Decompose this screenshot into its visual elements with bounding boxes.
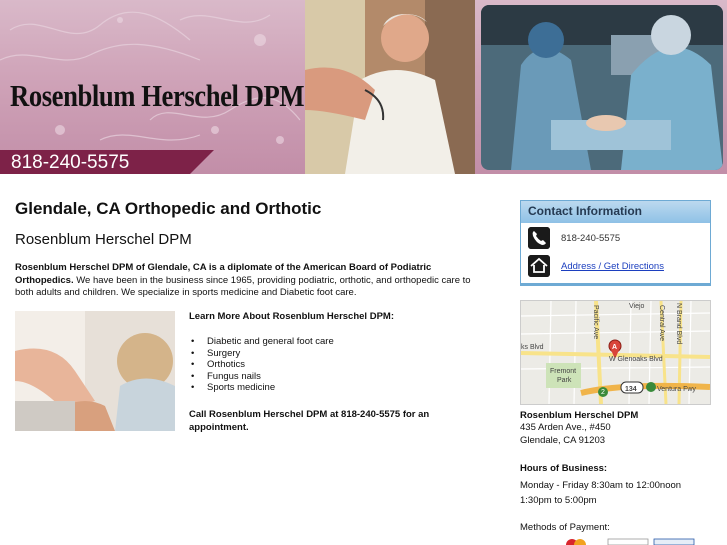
phone-icon [528, 227, 550, 249]
learn-more-title: Learn More About Rosenblum Herschel DPM: [189, 311, 394, 322]
home-icon [528, 255, 550, 277]
payment-methods-title: Methods of Payment: [520, 522, 610, 533]
hours-line-2: 1:30pm to 5:00pm [520, 495, 597, 506]
service-item: • Fungus nails [189, 371, 334, 383]
map-label-pacific: Pacific Ave [592, 305, 599, 340]
service-item: • Sports medicine [189, 382, 334, 394]
location-name: Rosenblum Herschel DPM [520, 410, 639, 421]
call-to-action: Call Rosenblum Herschel DPM at 818-240-5575 for an appointment. [189, 409, 430, 433]
contact-information-box [520, 200, 711, 286]
hours-title: Hours of Business: [520, 463, 608, 474]
phone-banner-tail [190, 150, 214, 174]
site-header [0, 0, 727, 174]
service-item: • Orthotics [189, 359, 334, 371]
page-heading: Glendale, CA Orthopedic and Orthotic [15, 199, 322, 218]
service-item: • Diabetic and general foot care [189, 336, 334, 348]
map-label-brand: N Brand Blvd [675, 303, 682, 345]
address-block [520, 422, 611, 447]
intro-bold-text: Rosenblum Herschel DPM of Glendale, CA is a diplomate of the American Board of Podiatric Orthopedics. [15, 262, 432, 286]
map-route-134: 134 [625, 386, 637, 393]
map-label-glenoaks: W Glenoaks Blvd [609, 356, 663, 363]
map-label-ventura: Ventura Fwy [657, 386, 696, 393]
map-label-park: Park [557, 377, 572, 384]
visa-card-icon [608, 539, 648, 545]
service-item: • Surgery [189, 348, 334, 360]
map-route-2: 2 [601, 389, 605, 396]
contact-title: Contact Information [521, 201, 710, 223]
page-subheading: Rosenblum Herschel DPM [15, 231, 192, 248]
services-list [189, 336, 334, 394]
intro-paragraph [15, 262, 477, 300]
address-line-2: Glendale, CA 91203 [520, 434, 606, 446]
map-marker-label: A [612, 344, 618, 351]
contact-phone-row [528, 227, 708, 249]
business-title: Rosenblum Herschel DPM [10, 78, 305, 113]
contact-directions-row [528, 255, 708, 277]
map-label-central: Central Ave [658, 305, 665, 342]
doctor-examining-foot-photo [305, 0, 475, 174]
map-label-fremont: Fremont [550, 368, 577, 375]
map-label-glenoaks-left: ks Blvd [521, 344, 544, 351]
directions-link[interactable]: Address / Get Directions [561, 261, 664, 272]
foot-exam-photo [15, 311, 175, 431]
amex-card-icon [654, 539, 694, 545]
hours-line-1: Monday - Friday 8:30am to 12:00noon [520, 480, 682, 491]
map-label-viejo: Viejo [629, 303, 645, 310]
header-phone-number[interactable]: 818-240-5575 [11, 152, 130, 173]
contact-phone[interactable]: 818-240-5575 [561, 233, 621, 244]
address-line-1: 435 Arden Ave., #450 [520, 422, 611, 433]
payment-card-logos [566, 538, 696, 545]
intro-text: We have been in the business since 1965, providing podiatric, orthotic, and orthopedic care to both adults and children. We specialize in sports medicine and Diabetic foot care. [15, 274, 471, 298]
location-map[interactable] [520, 300, 711, 405]
surgery-team-photo [481, 5, 723, 170]
